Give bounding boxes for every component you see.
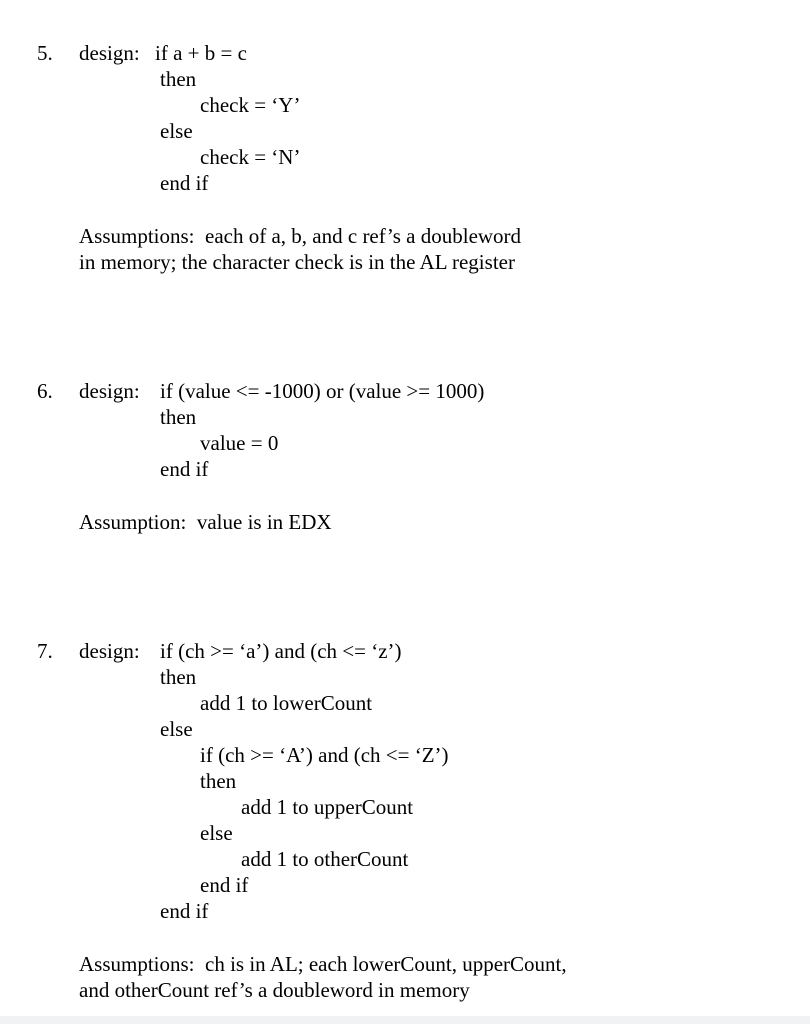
design-line: then: [160, 67, 197, 91]
assumption-line: Assumptions: each of a, b, and c ref’s a doubleword: [79, 224, 522, 248]
page-bottom-edge: [0, 1016, 810, 1024]
design-line: add 1 to otherCount: [241, 847, 409, 871]
design-line: then: [200, 769, 237, 793]
design-label: design:: [79, 379, 140, 403]
design-line: end if: [160, 171, 209, 195]
design-line: else: [160, 119, 193, 143]
problem-number: 6.: [37, 379, 53, 403]
design-line: if (ch >= ‘a’) and (ch <= ‘z’): [160, 639, 402, 663]
problem-number: 5.: [37, 41, 53, 65]
design-line: if a + b = c: [155, 41, 247, 65]
design-line: else: [160, 717, 193, 741]
design-line: end if: [160, 899, 209, 923]
assumption-line: in memory; the character check is in the AL register: [79, 250, 515, 274]
assumption-line: and otherCount ref’s a doubleword in memory: [79, 978, 470, 1002]
design-line: add 1 to lowerCount: [200, 691, 373, 715]
problem-number: 7.: [37, 639, 53, 663]
design-line: end if: [200, 873, 249, 897]
design-line: if (value <= -1000) or (value >= 1000): [160, 379, 485, 403]
design-line: add 1 to upperCount: [241, 795, 414, 819]
design-line: check = ‘Y’: [200, 93, 301, 117]
design-line: value = 0: [200, 431, 279, 455]
design-line: if (ch >= ‘A’) and (ch <= ‘Z’): [200, 743, 449, 767]
assumption-line: Assumption: value is in EDX: [79, 510, 332, 534]
design-line: then: [160, 405, 197, 429]
design-line: then: [160, 665, 197, 689]
design-line: else: [200, 821, 233, 845]
design-line: check = ‘N’: [200, 145, 301, 169]
design-label: design:: [79, 639, 140, 663]
assumption-line: Assumptions: ch is in AL; each lowerCount, upperCount,: [79, 952, 567, 976]
design-label: design:: [79, 41, 140, 65]
design-line: end if: [160, 457, 209, 481]
